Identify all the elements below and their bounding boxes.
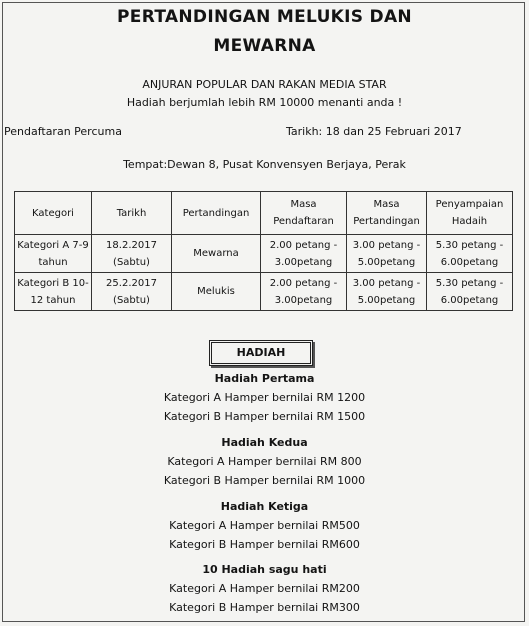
prize-heading-sagu-hati: 10 Hadiah sagu hati bbox=[202, 563, 327, 576]
registration-text: Pendaftaran Percuma bbox=[4, 125, 122, 138]
prize-heading-kedua: Hadiah Kedua bbox=[221, 436, 308, 449]
prize-heading-pertama: Hadiah Pertama bbox=[214, 372, 315, 385]
cell-masa-pertandingan: 3.00 petang - 5.00petang bbox=[347, 273, 427, 311]
prize-line: Kategori A Hamper bernilai RM500 bbox=[169, 519, 360, 532]
cell-kategori: Kategori A 7-9 tahun bbox=[15, 235, 92, 273]
header-masa-pertandingan: Masa Pertandingan bbox=[347, 192, 427, 235]
prize-heading-ketiga: Hadiah Ketiga bbox=[220, 500, 309, 513]
cell-penyampaian-hadiah: 5.30 petang - 6.00petang bbox=[427, 235, 513, 273]
prize-line: Kategori B Hamper bernilai RM300 bbox=[169, 601, 360, 614]
header-pertandingan: Pertandingan bbox=[172, 192, 261, 235]
header-masa-pendaftaran: Masa Pendaftaran bbox=[261, 192, 347, 235]
table-row bbox=[15, 273, 513, 311]
cell-penyampaian-hadiah: 5.30 petang - 6.00petang bbox=[427, 273, 513, 311]
cell-tarikh: 18.2.2017 (Sabtu) bbox=[92, 235, 172, 273]
venue-text: Tempat:Dewan 8, Pusat Konvensyen Berjaya, Perak bbox=[123, 158, 406, 171]
cell-tarikh: 25.2.2017 (Sabtu) bbox=[92, 273, 172, 311]
schedule-table bbox=[14, 191, 513, 311]
prize-line: Kategori B Hamper bernilai RM 1000 bbox=[163, 474, 366, 487]
header-penyampaian-hadiah: Penyampaian Hadaih bbox=[427, 192, 513, 235]
title-line-2: MEWARNA bbox=[213, 36, 316, 56]
date-text: Tarikh: 18 dan 25 Februari 2017 bbox=[286, 125, 462, 138]
cell-pertandingan: Melukis bbox=[172, 273, 261, 311]
prize-total-text: Hadiah berjumlah lebih RM 10000 menanti anda ! bbox=[126, 96, 403, 109]
header-tarikh: Tarikh bbox=[92, 192, 172, 235]
prize-line: Kategori A Hamper bernilai RM200 bbox=[169, 582, 360, 595]
prize-line: Kategori B Hamper bernilai RM600 bbox=[169, 538, 360, 551]
prize-line: Kategori A Hamper bernilai RM 1200 bbox=[163, 391, 366, 404]
cell-masa-pendaftaran: 2.00 petang - 3.00petang bbox=[261, 273, 347, 311]
prize-line: Kategori B Hamper bernilai RM 1500 bbox=[163, 410, 366, 423]
table-row bbox=[15, 235, 513, 273]
title-line-1: PERTANDINGAN MELUKIS DAN bbox=[117, 7, 412, 27]
table-header-row bbox=[15, 192, 513, 235]
hadiah-heading-box: HADIAH bbox=[209, 340, 313, 366]
cell-pertandingan: Mewarna bbox=[172, 235, 261, 273]
cell-kategori: Kategori B 10-12 tahun bbox=[15, 273, 92, 311]
prize-line: Kategori A Hamper bernilai RM 800 bbox=[167, 455, 362, 468]
cell-masa-pertandingan: 3.00 petang - 5.00petang bbox=[347, 235, 427, 273]
cell-masa-pendaftaran: 2.00 petang - 3.00petang bbox=[261, 235, 347, 273]
organizer-text: ANJURAN POPULAR DAN RAKAN MEDIA STAR bbox=[142, 78, 387, 91]
header-kategori: Kategori bbox=[15, 192, 92, 235]
